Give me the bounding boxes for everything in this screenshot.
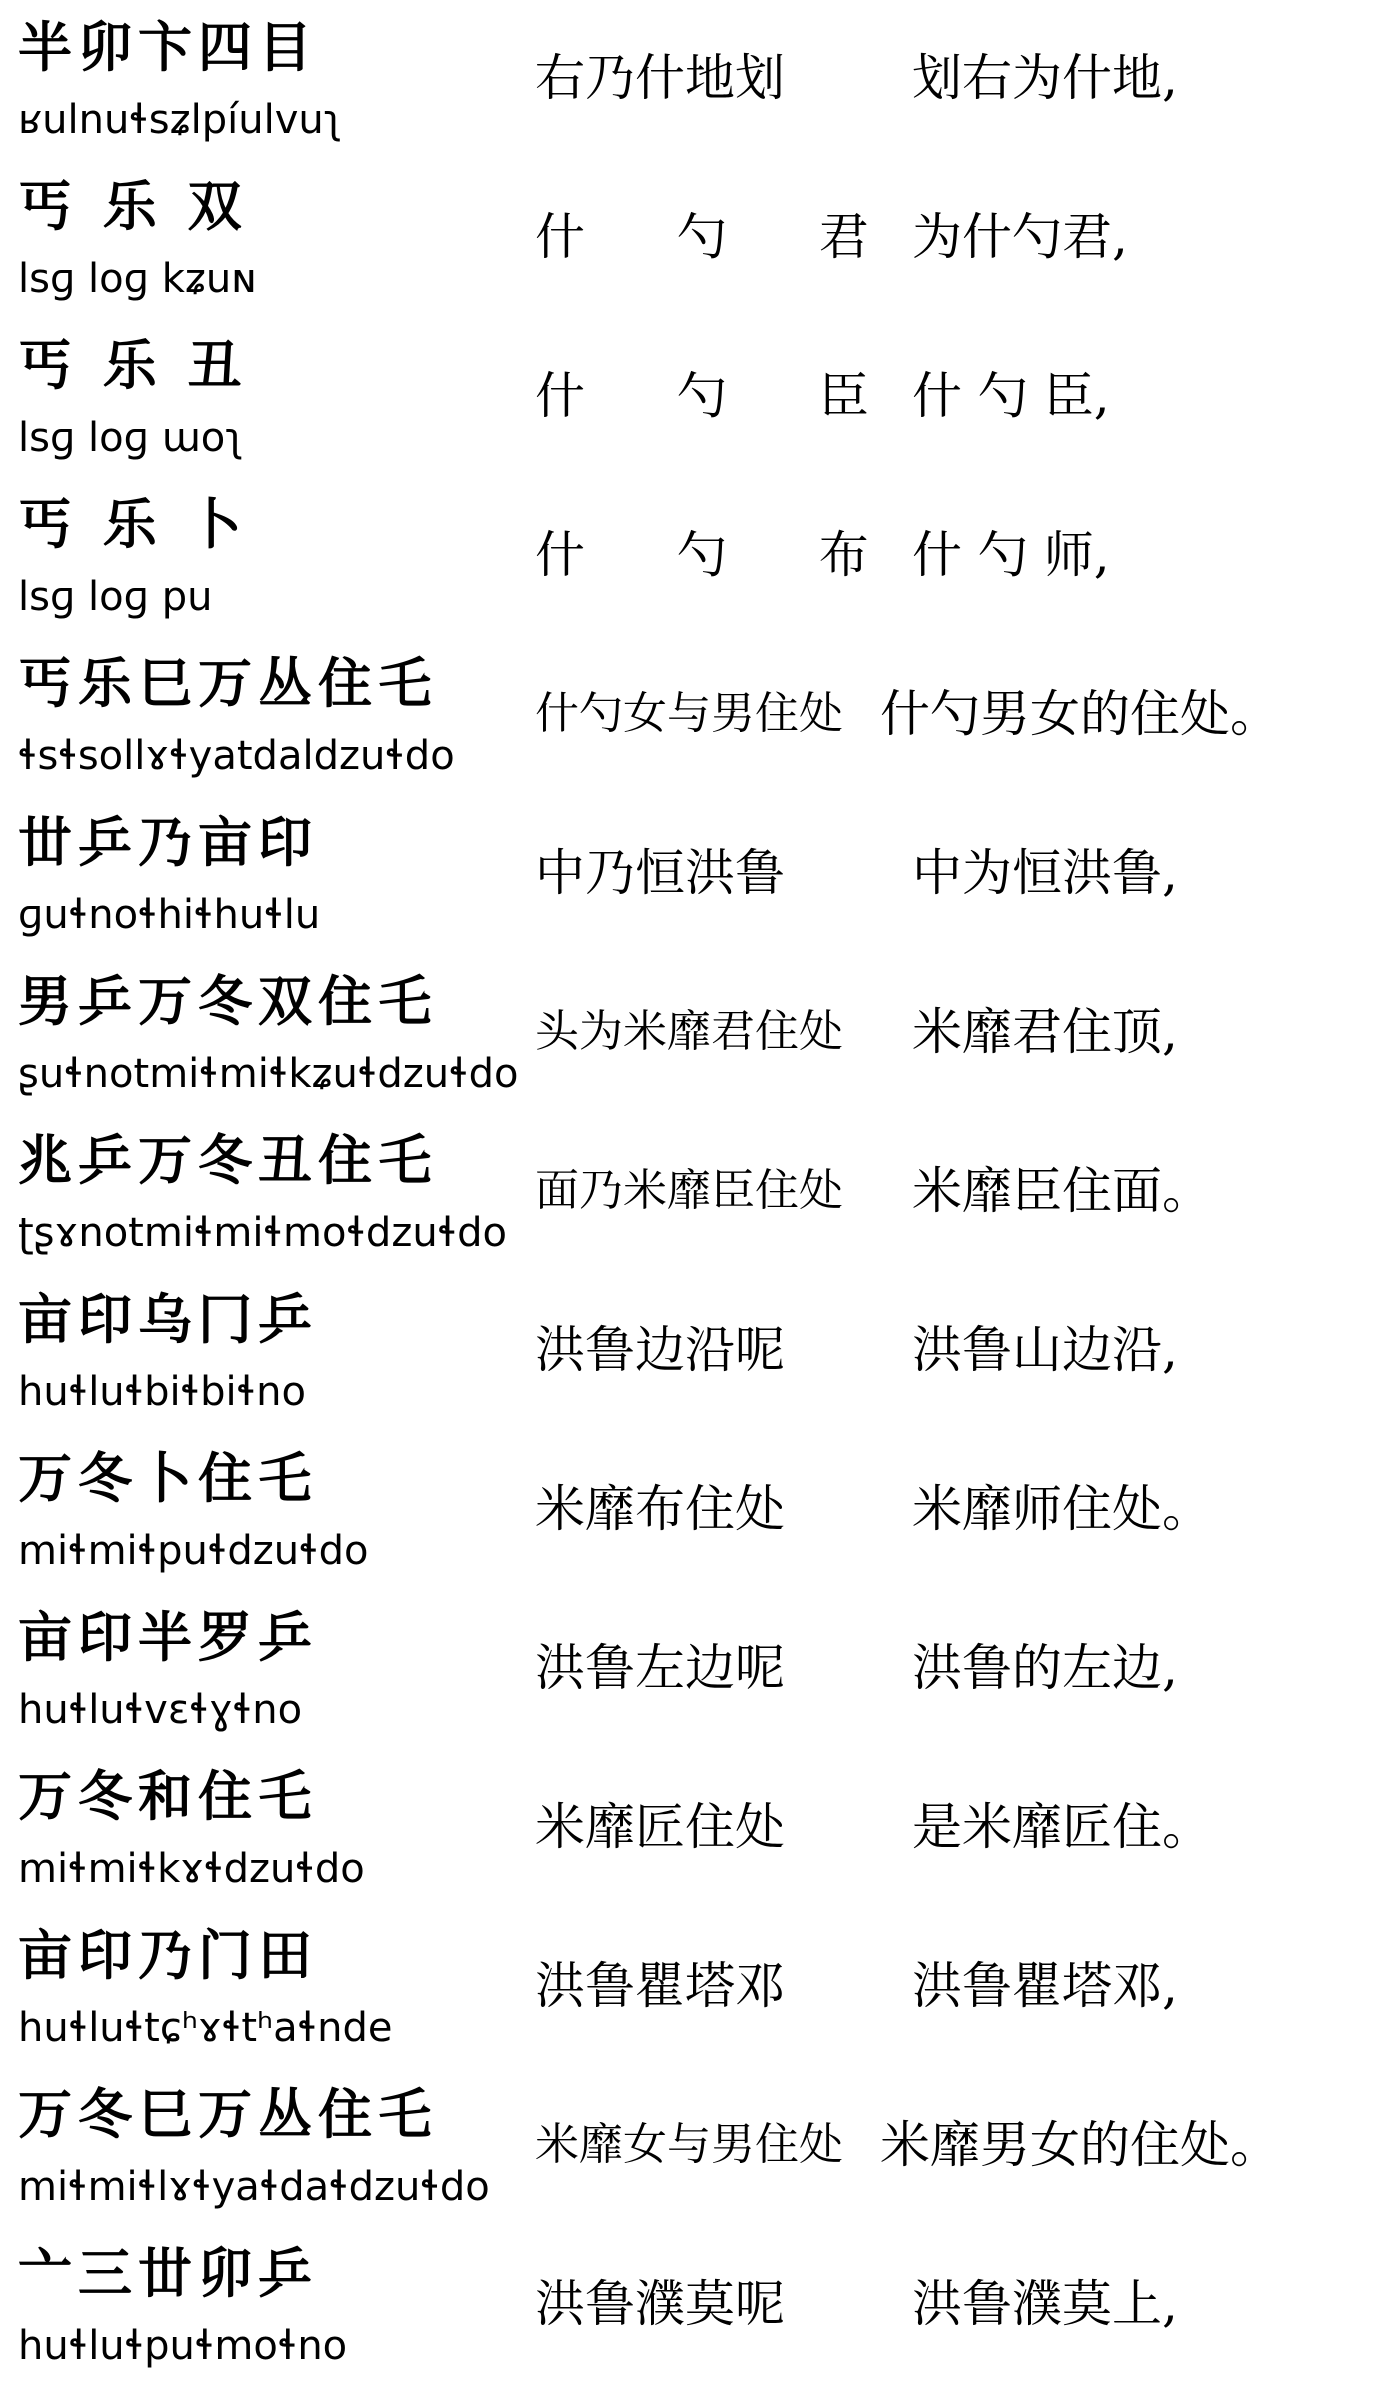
- yi-script-block: [18, 2234, 458, 2384]
- literal-translation: 什勺女与男住处: [535, 688, 843, 739]
- free-translation: 什 勺 臣,: [912, 367, 1110, 425]
- literal-translation: 洪鲁左边呢: [535, 1639, 785, 1697]
- verse-row: [0, 1431, 1379, 1590]
- phonetic-transcription: huɬluɬvɛɬɣɬno: [18, 1687, 303, 1733]
- literal-translation: 什 勺 君: [535, 208, 907, 266]
- yi-glyphs: 亩印半罗乒: [18, 1606, 318, 1669]
- phonetic-transcription: miɬmiɬpuɬdzuɬdo: [18, 1528, 369, 1574]
- free-translation: 为什勺君,: [912, 208, 1128, 266]
- free-translation: 什勺男女的住处。: [880, 685, 1280, 743]
- free-translation: 是米靡匠住。: [912, 1798, 1212, 1856]
- free-translation: 米靡男女的住处。: [880, 2116, 1280, 2174]
- free-translation: 米靡臣住面。: [912, 1162, 1212, 1220]
- verse-row: [0, 795, 1379, 954]
- yi-script-block: [18, 644, 458, 794]
- phonetic-transcription: ʈʂɤnotmiɬmiɬmoɬdzuɬdo: [18, 1210, 508, 1256]
- yi-glyphs: 万冬卜住乇: [18, 1447, 318, 1510]
- yi-glyphs: 万冬和住乇: [18, 1765, 318, 1828]
- yi-glyphs: 丐乐巳万丛住乇: [18, 652, 438, 715]
- yi-script-block: [18, 1280, 458, 1430]
- yi-script-block: [18, 1439, 458, 1589]
- free-translation: 什 勺 师,: [912, 526, 1110, 584]
- free-translation: 洪鲁的左边,: [912, 1639, 1178, 1697]
- yi-glyphs: 亩印乃门田: [18, 1924, 318, 1987]
- yi-script-block: [18, 167, 458, 317]
- phonetic-transcription: huɬluɬpuɬmoɬno: [18, 2323, 348, 2369]
- verse-row: [0, 318, 1379, 477]
- verse-row: [0, 636, 1379, 795]
- yi-script-block: [18, 8, 458, 158]
- verse-row: [0, 2067, 1379, 2226]
- verse-row: [0, 2226, 1379, 2385]
- yi-glyphs: 丐 乐 丑: [18, 334, 248, 397]
- yi-glyphs: 丗乒乃亩印: [18, 811, 318, 874]
- literal-translation: 洪鲁瞿塔邓: [535, 1957, 785, 2015]
- verse-row: [0, 1749, 1379, 1908]
- phonetic-transcription: ɬsɬsollɤɬyatdaldzuɬdo: [18, 733, 455, 779]
- yi-glyphs: 亩印乌冂乒: [18, 1288, 318, 1351]
- phonetic-transcription: miɬmiɬlɤɬyaɬdaɬdzuɬdo: [18, 2164, 490, 2210]
- yi-script-block: [18, 2075, 490, 2225]
- phonetic-transcription: lsɡ loɡ pu: [18, 574, 213, 620]
- yi-script-block: [18, 1916, 458, 2066]
- yi-glyphs: 男乒万冬双住乇: [18, 970, 438, 1033]
- yi-script-block: [18, 1757, 458, 1907]
- yi-script-block: [18, 962, 519, 1112]
- yi-script-block: [18, 485, 458, 635]
- literal-translation: 什 勺 布: [535, 526, 907, 584]
- literal-translation: 米靡匠住处: [535, 1798, 785, 1856]
- verse-row: [0, 1908, 1379, 2067]
- free-translation: 洪鲁濮莫上,: [912, 2275, 1178, 2333]
- yi-script-block: [18, 1598, 458, 1748]
- free-translation: 洪鲁山边沿,: [912, 1321, 1178, 1379]
- yi-glyphs: 万冬巳万丛住乇: [18, 2083, 438, 2146]
- free-translation: 中为恒洪鲁,: [912, 844, 1178, 902]
- yi-glyphs: 半卯卞四目: [18, 16, 318, 79]
- phonetic-transcription: ʂuɬnotmiɬmiɬkʑuɬdzuɬdo: [18, 1051, 519, 1097]
- literal-translation: 中乃恒洪鲁: [535, 844, 785, 902]
- verse-row: [0, 954, 1379, 1113]
- yi-script-block: [18, 1121, 508, 1271]
- phonetic-transcription: lsɡ loɡ ɯoʅ: [18, 415, 244, 461]
- literal-translation: 面乃米靡臣住处: [535, 1165, 843, 1216]
- phonetic-transcription: ɡuɬnoɬhiɬhuɬlu: [18, 892, 321, 938]
- free-translation: 米靡君住顶,: [912, 1003, 1178, 1061]
- phonetic-transcription: huɬluɬbiɬbiɬno: [18, 1369, 306, 1415]
- literal-translation: 米靡女与男住处: [535, 2119, 843, 2170]
- literal-translation: 洪鲁濮莫呢: [535, 2275, 785, 2333]
- verse-row: [0, 1590, 1379, 1749]
- verse-row: [0, 477, 1379, 636]
- phonetic-transcription: miɬmiɬkɤɬdzuɬdo: [18, 1846, 365, 1892]
- yi-glyphs: 亠三丗卯乒: [18, 2242, 318, 2305]
- verse-row: [0, 159, 1379, 318]
- literal-translation: 什 勺 臣: [535, 367, 907, 425]
- yi-glyphs: 丐 乐 卜: [18, 493, 248, 556]
- free-translation: 洪鲁瞿塔邓,: [912, 1957, 1178, 2015]
- literal-translation: 米靡布住处: [535, 1480, 785, 1538]
- verse-row: [0, 1113, 1379, 1272]
- phonetic-transcription: lsɡ loɡ kʑuɴ: [18, 256, 257, 302]
- literal-translation: 头为米靡君住处: [535, 1006, 843, 1057]
- literal-translation: 右乃什地划: [535, 49, 785, 107]
- verse-row: [0, 0, 1379, 159]
- yi-script-block: [18, 326, 458, 476]
- free-translation: 米靡师住处。: [912, 1480, 1212, 1538]
- literal-translation: 洪鲁边沿呢: [535, 1321, 785, 1379]
- verse-row: [0, 1272, 1379, 1431]
- phonetic-transcription: huɬluɬtɕʰɤɬtʰaɬnde: [18, 2005, 393, 2051]
- phonetic-transcription: ʁulnuɬsʑlpíulvuʅ: [18, 97, 343, 143]
- yi-script-block: [18, 803, 458, 953]
- yi-glyphs: 兆乒万冬丑住乇: [18, 1129, 438, 1192]
- free-translation: 划右为什地,: [912, 49, 1178, 107]
- yi-glyphs: 丐 乐 双: [18, 175, 248, 238]
